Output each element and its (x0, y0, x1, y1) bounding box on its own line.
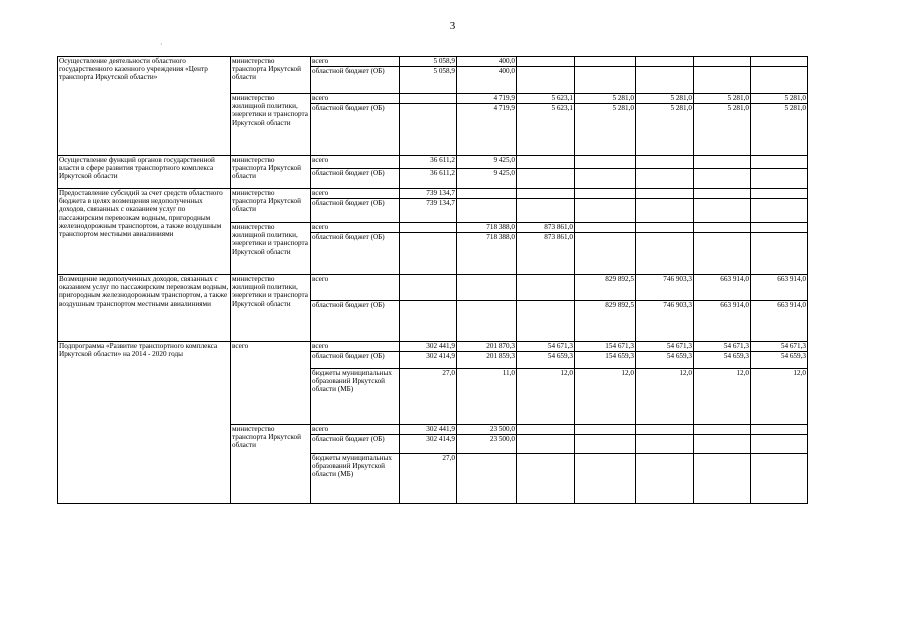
amount-cell (751, 57, 808, 67)
amount-cell (400, 94, 457, 104)
funding-source-cell: областной бюджет (ОБ) (311, 301, 400, 342)
executor-cell: министерство транспорта Иркутской области (231, 57, 311, 94)
amount-cell (694, 189, 751, 199)
amount-cell (636, 233, 694, 275)
amount-cell (575, 169, 636, 189)
executor-cell: министерство жилищной политики, энергетики и транспорта Иркутской области (231, 275, 311, 342)
amount-cell: 663 914,0 (751, 301, 808, 342)
amount-cell (457, 189, 517, 199)
amount-cell: 36 611,2 (400, 156, 457, 169)
executor-cell: министерство транспорта Иркутской области (231, 189, 311, 223)
amount-cell (575, 425, 636, 435)
subprogram-name-cell: Подпрограмма «Развитие транспортного комплекса Иркутской области» на 2014 - 2020 годы (58, 342, 231, 504)
funding-source-cell: всего (311, 94, 400, 104)
amount-cell: 27,0 (400, 454, 457, 504)
amount-cell (751, 435, 808, 454)
funding-source-cell: всего (311, 275, 400, 301)
funding-source-cell: всего (311, 156, 400, 169)
funding-source-cell: всего (311, 57, 400, 67)
funding-source-cell: областной бюджет (ОБ) (311, 104, 400, 156)
measure-name-cell: Предоставление субсидий за счет средств областного бюджета в целях возмещения недополученных доходов, связанных с оказанием услуг по пассажирским перевозкам водным, пригородным железнодорожным транспортом, а также воздушным транспортом местными авиалиниями (58, 189, 231, 275)
amount-cell: 739 134,7 (400, 199, 457, 223)
funding-source-cell: бюджеты муниципальных образований Иркутской области (МБ) (311, 369, 400, 425)
amount-cell: 746 903,3 (636, 275, 694, 301)
amount-cell: 5 281,0 (575, 104, 636, 156)
amount-cell: 5 281,0 (575, 94, 636, 104)
amount-cell (575, 156, 636, 169)
executor-cell: министерство жилищной политики, энергетики и транспорта Иркутской области (231, 223, 311, 275)
executor-cell: всего (231, 342, 311, 425)
funding-source-cell: бюджеты муниципальных образований Иркутской области (МБ) (311, 454, 400, 504)
amount-cell: 746 903,3 (636, 301, 694, 342)
amount-cell (457, 454, 517, 504)
amount-cell: 11,0 (457, 369, 517, 425)
amount-cell: 302 414,9 (400, 435, 457, 454)
amount-cell: 400,0 (457, 57, 517, 67)
amount-cell (517, 425, 575, 435)
amount-cell (694, 199, 751, 223)
amount-cell: 12,0 (636, 369, 694, 425)
funding-source-cell: всего (311, 425, 400, 435)
amount-cell: 54 671,3 (751, 342, 808, 352)
amount-cell: 5 281,0 (694, 94, 751, 104)
amount-cell (751, 189, 808, 199)
stray-mark: · (160, 40, 163, 49)
amount-cell (636, 156, 694, 169)
amount-cell (751, 233, 808, 275)
amount-cell (517, 199, 575, 223)
amount-cell: 829 892,5 (575, 275, 636, 301)
amount-cell (400, 301, 457, 342)
amount-cell: 302 441,9 (400, 425, 457, 435)
table-row (58, 156, 808, 169)
amount-cell: 4 719,9 (457, 94, 517, 104)
amount-cell: 873 861,0 (517, 223, 575, 233)
amount-cell: 9 425,0 (457, 156, 517, 169)
amount-cell (694, 57, 751, 67)
amount-cell: 12,0 (751, 369, 808, 425)
amount-cell (400, 233, 457, 275)
amount-cell (694, 156, 751, 169)
amount-cell (517, 454, 575, 504)
amount-cell: 663 914,0 (694, 301, 751, 342)
funding-source-cell: областной бюджет (ОБ) (311, 169, 400, 189)
amount-cell: 201 870,3 (457, 342, 517, 352)
amount-cell: 12,0 (694, 369, 751, 425)
amount-cell (694, 67, 751, 94)
amount-cell (636, 454, 694, 504)
amount-cell (636, 169, 694, 189)
amount-cell: 154 671,3 (575, 342, 636, 352)
measure-name-cell: Осуществление деятельности областного государственного казенного учреждения «Центр транспорта Иркутской области» (58, 57, 231, 156)
table-row (58, 57, 808, 67)
amount-cell: 23 500,0 (457, 435, 517, 454)
table-row (58, 189, 808, 199)
amount-cell: 54 659,3 (694, 352, 751, 369)
amount-cell: 739 134,7 (400, 189, 457, 199)
amount-cell: 718 388,0 (457, 223, 517, 233)
funding-source-cell: областной бюджет (ОБ) (311, 199, 400, 223)
amount-cell: 5 623,1 (517, 94, 575, 104)
measure-name-cell: Возмещение недополученных доходов, связанных с оказанием услуг по пассажирским перевозкам водным, пригородным железнодорожным транспортом, а также воздушным транспортом местными авиалиниями (58, 275, 231, 342)
amount-cell: 400,0 (457, 67, 517, 94)
amount-cell (575, 435, 636, 454)
amount-cell (575, 189, 636, 199)
amount-cell: 54 659,3 (636, 352, 694, 369)
amount-cell (400, 223, 457, 233)
table-row (58, 275, 808, 301)
amount-cell: 54 659,3 (517, 352, 575, 369)
amount-cell (575, 57, 636, 67)
amount-cell (694, 233, 751, 275)
amount-cell: 54 659,3 (751, 352, 808, 369)
funding-source-cell: всего (311, 342, 400, 352)
amount-cell: 5 281,0 (636, 104, 694, 156)
amount-cell (694, 435, 751, 454)
amount-cell (575, 223, 636, 233)
amount-cell: 9 425,0 (457, 169, 517, 189)
funding-source-cell: областной бюджет (ОБ) (311, 352, 400, 369)
amount-cell (517, 169, 575, 189)
measure-name-cell: Осуществление функций органов государственной власти в сфере развития транспортного комплекса Иркутской области (58, 156, 231, 189)
budget-table (57, 56, 808, 504)
amount-cell (517, 156, 575, 169)
amount-cell: 663 914,0 (694, 275, 751, 301)
table-row (58, 342, 808, 352)
amount-cell (400, 275, 457, 301)
amount-cell: 5 623,1 (517, 104, 575, 156)
amount-cell: 302 441,9 (400, 342, 457, 352)
amount-cell (517, 189, 575, 199)
amount-cell: 5 281,0 (694, 104, 751, 156)
amount-cell (457, 275, 517, 301)
amount-cell: 302 414,9 (400, 352, 457, 369)
amount-cell (751, 199, 808, 223)
funding-source-cell: областной бюджет (ОБ) (311, 233, 400, 275)
amount-cell (636, 435, 694, 454)
funding-source-cell: всего (311, 223, 400, 233)
amount-cell: 154 659,3 (575, 352, 636, 369)
amount-cell (457, 199, 517, 223)
executor-cell: министерство транспорта Иркутской области (231, 156, 311, 189)
amount-cell (751, 223, 808, 233)
amount-cell: 718 388,0 (457, 233, 517, 275)
executor-cell: министерство жилищной политики, энергетики и транспорта Иркутской области (231, 94, 311, 156)
amount-cell (751, 425, 808, 435)
funding-source-cell: всего (311, 189, 400, 199)
amount-cell: 663 914,0 (751, 275, 808, 301)
amount-cell (636, 189, 694, 199)
page-number: 3 (449, 20, 456, 32)
funding-source-cell: областной бюджет (ОБ) (311, 67, 400, 94)
amount-cell: 5 281,0 (751, 94, 808, 104)
amount-cell: 54 671,3 (517, 342, 575, 352)
amount-cell (636, 57, 694, 67)
amount-cell (400, 104, 457, 156)
amount-cell (575, 454, 636, 504)
amount-cell (517, 435, 575, 454)
amount-cell (575, 233, 636, 275)
amount-cell (694, 223, 751, 233)
amount-cell: 27,0 (400, 369, 457, 425)
amount-cell: 54 671,3 (694, 342, 751, 352)
amount-cell: 201 859,3 (457, 352, 517, 369)
amount-cell: 23 500,0 (457, 425, 517, 435)
amount-cell (636, 425, 694, 435)
amount-cell: 54 671,3 (636, 342, 694, 352)
amount-cell (636, 67, 694, 94)
amount-cell (575, 199, 636, 223)
amount-cell: 12,0 (517, 369, 575, 425)
executor-cell: министерство транспорта Иркутской области (231, 425, 311, 504)
amount-cell (694, 425, 751, 435)
amount-cell (457, 301, 517, 342)
amount-cell: 5 281,0 (636, 94, 694, 104)
amount-cell (751, 454, 808, 504)
amount-cell (751, 169, 808, 189)
amount-cell (694, 454, 751, 504)
amount-cell (517, 57, 575, 67)
amount-cell (575, 67, 636, 94)
amount-cell: 4 719,9 (457, 104, 517, 156)
amount-cell (751, 156, 808, 169)
amount-cell: 5 281,0 (751, 104, 808, 156)
amount-cell (636, 199, 694, 223)
amount-cell: 5 058,9 (400, 67, 457, 94)
amount-cell: 5 058,9 (400, 57, 457, 67)
funding-source-cell: областной бюджет (ОБ) (311, 435, 400, 454)
amount-cell (517, 67, 575, 94)
amount-cell (751, 67, 808, 94)
amount-cell: 36 611,2 (400, 169, 457, 189)
amount-cell: 829 892,5 (575, 301, 636, 342)
amount-cell (517, 301, 575, 342)
amount-cell (517, 275, 575, 301)
amount-cell (636, 223, 694, 233)
amount-cell (694, 169, 751, 189)
amount-cell: 873 861,0 (517, 233, 575, 275)
amount-cell: 12,0 (575, 369, 636, 425)
